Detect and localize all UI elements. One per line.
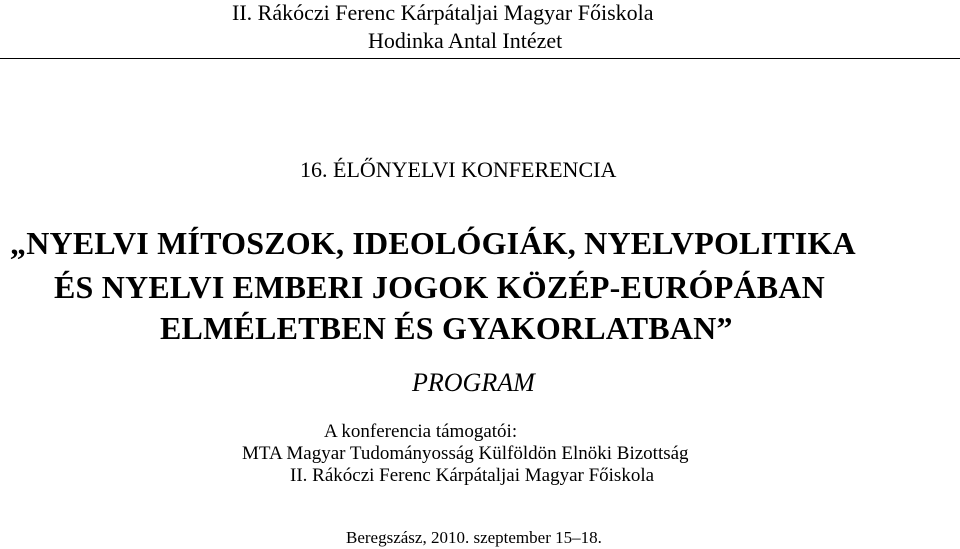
supporter-item: MTA Magyar Tudományosság Külföldön Elnöki Bizottság: [242, 443, 689, 464]
institution-name: II. Rákóczi Ferenc Kárpátaljai Magyar Főiskola: [232, 0, 654, 25]
program-label: PROGRAM: [412, 368, 535, 397]
title-line-3: ELMÉLETBEN ÉS GYAKORLATBAN”: [160, 310, 733, 346]
title-line-1: „NYELVI MÍTOSZOK, IDEOLÓGIÁK, NYELVPOLITIKA: [10, 225, 856, 261]
title-line-2: ÉS NYELVI EMBERI JOGOK KÖZÉP-EURÓPÁBAN: [54, 269, 825, 305]
header-divider: [0, 58, 960, 59]
place-and-date: Beregszász, 2010. szeptember 15–18.: [346, 528, 602, 547]
conference-name: 16. ÉLŐNYELVI KONFERENCIA: [300, 157, 617, 182]
supporters-heading: A konferencia támogatói:: [324, 421, 518, 442]
supporter-item: II. Rákóczi Ferenc Kárpátaljai Magyar Főiskola: [290, 465, 655, 486]
institute-name: Hodinka Antal Intézet: [368, 28, 563, 53]
